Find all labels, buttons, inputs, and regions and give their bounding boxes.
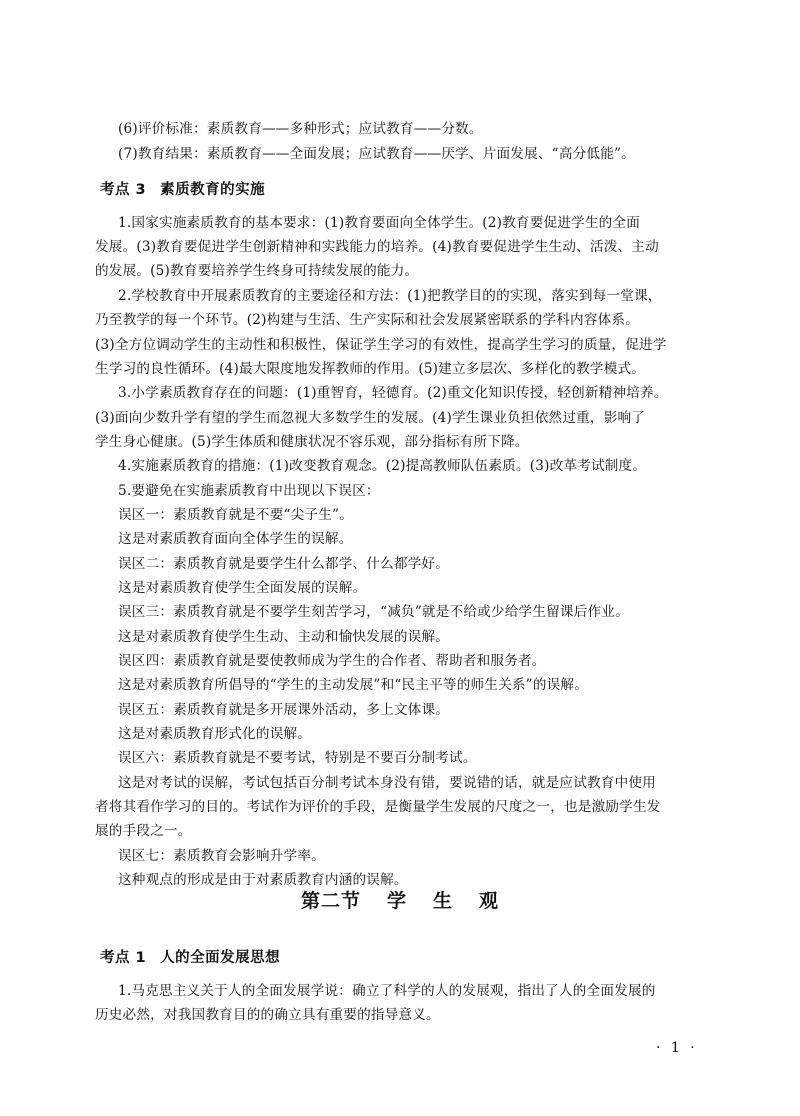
text-line: 3.小学素质教育存在的问题：(1)重智育，轻德育。(2)重文化知识传授，轻创新精神培养。 bbox=[118, 385, 668, 401]
text-line: (3)面向少数升学有望的学生而忽视大多数学生的发展。(4)学生课业负担依然过重，影响了 bbox=[95, 410, 646, 426]
text-line: 这是对素质教育使学生生动、主动和愉快发展的误解。 bbox=[118, 629, 450, 645]
text-line: (6)评价标准：素质教育——多种形式；应试教育——分数。 bbox=[118, 121, 483, 137]
text-line: 者将其看作学习的目的。考试作为评价的手段，是衡量学生发展的尺度之一，也是激励学生发 bbox=[95, 799, 661, 815]
section-heading-1 bbox=[100, 946, 280, 967]
section-number: 考点 3 bbox=[100, 182, 147, 198]
section-char: 生 bbox=[433, 890, 454, 912]
text-line: 发展。(3)教育要促进学生创新精神和实践能力的培养。(4)教育要促进学生生动、活泼、主动 bbox=[95, 239, 659, 255]
text-line: 2.学校教育中开展素质教育的主要途径和方法：(1)把教学目的的实现，落实到每一堂课， bbox=[118, 288, 662, 304]
text-line: 这种观点的形成是由于对素质教育内涵的误解。 bbox=[118, 872, 408, 888]
text-line: 乃至教学的每一个环节。(2)构建与生活、生产实际和社会发展紧密联系的学科内容体系。 bbox=[95, 312, 640, 328]
text-line: 学生身心健康。(5)学生体质和健康状况不容乐观，部分指标有所下降。 bbox=[95, 434, 529, 450]
section-number: 考点 1 bbox=[100, 950, 147, 966]
text-line: 误区三：素质教育就是不要学生刻苦学习，“减负”就是不给或少给学生留课后作业。 bbox=[118, 604, 629, 620]
section-heading-3 bbox=[100, 178, 265, 199]
text-line: 误区七：素质教育会影响升学率。 bbox=[118, 848, 325, 864]
text-line: 这是对素质教育所倡导的“学生的主动发展”和“民主平等的师生关系”的误解。 bbox=[118, 677, 588, 693]
text-line: 展的手段之一。 bbox=[95, 823, 192, 839]
text-line: 5.要避免在实施素质教育中出现以下误区： bbox=[118, 483, 380, 499]
text-line: 1.马克思主义关于人的全面发展学说：确立了科学的人的发展观，指出了人的全面发展的 bbox=[118, 983, 656, 999]
section-label: 第二节 bbox=[300, 890, 361, 912]
text-line: 1.国家实施素质教育的基本要求：(1)教育要面向全体学生。(2)教育要促进学生的全面 bbox=[118, 215, 641, 231]
section-char: 观 bbox=[479, 890, 500, 912]
text-line: (3)全方位调动学生的主动性和积极性，保证学生学习的有效性，提高学生学习的质量，促进学 bbox=[95, 337, 667, 353]
text-line: 这是对考试的误解，考试包括百分制考试本身没有错，要说错的话，就是应试教育中使用 bbox=[118, 775, 656, 791]
text-line: 的发展。(5)教育要培养学生终身可持续发展的能力。 bbox=[95, 263, 419, 279]
section-title: 素质教育的实施 bbox=[160, 182, 266, 198]
text-line: 误区二：素质教育就是要学生什么都学、什么都学好。 bbox=[118, 556, 450, 572]
text-line: 误区一：素质教育就是不要“尖子生”。 bbox=[118, 507, 353, 523]
text-line: 误区四：素质教育就是要使教师成为学生的合作者、帮助者和服务者。 bbox=[118, 653, 546, 669]
page-number: · 1 · bbox=[656, 1040, 698, 1056]
text-line: 误区六：素质教育就是不要考试，特别是不要百分制考试。 bbox=[118, 750, 477, 766]
chapter-section-title bbox=[0, 886, 800, 913]
text-line: (7)教育结果：素质教育——全面发展；应试教育——厌学、片面发展、“高分低能”。 bbox=[118, 146, 635, 162]
text-line: 这是对素质教育使学生全面发展的误解。 bbox=[118, 580, 367, 596]
text-line: 这是对素质教育面向全体学生的误解。 bbox=[118, 531, 353, 547]
text-line: 误区五：素质教育就是多开展课外活动，多上文体课。 bbox=[118, 702, 450, 718]
section-title: 人的全面发展思想 bbox=[160, 950, 281, 966]
text-line: 这是对素质教育形式化的误解。 bbox=[118, 726, 312, 742]
text-line: 4.实施素质教育的措施：(1)改变教育观念。(2)提高教师队伍素质。(3)改革考试制度。 bbox=[118, 458, 647, 474]
text-line: 生学习的良性循环。(4)最大限度地发挥教师的作用。(5)建立多层次、多样化的教学模式。 bbox=[95, 361, 646, 377]
section-char: 学 bbox=[386, 890, 407, 912]
text-line: 历史必然，对我国教育目的的确立具有重要的指导意义。 bbox=[95, 1007, 440, 1023]
